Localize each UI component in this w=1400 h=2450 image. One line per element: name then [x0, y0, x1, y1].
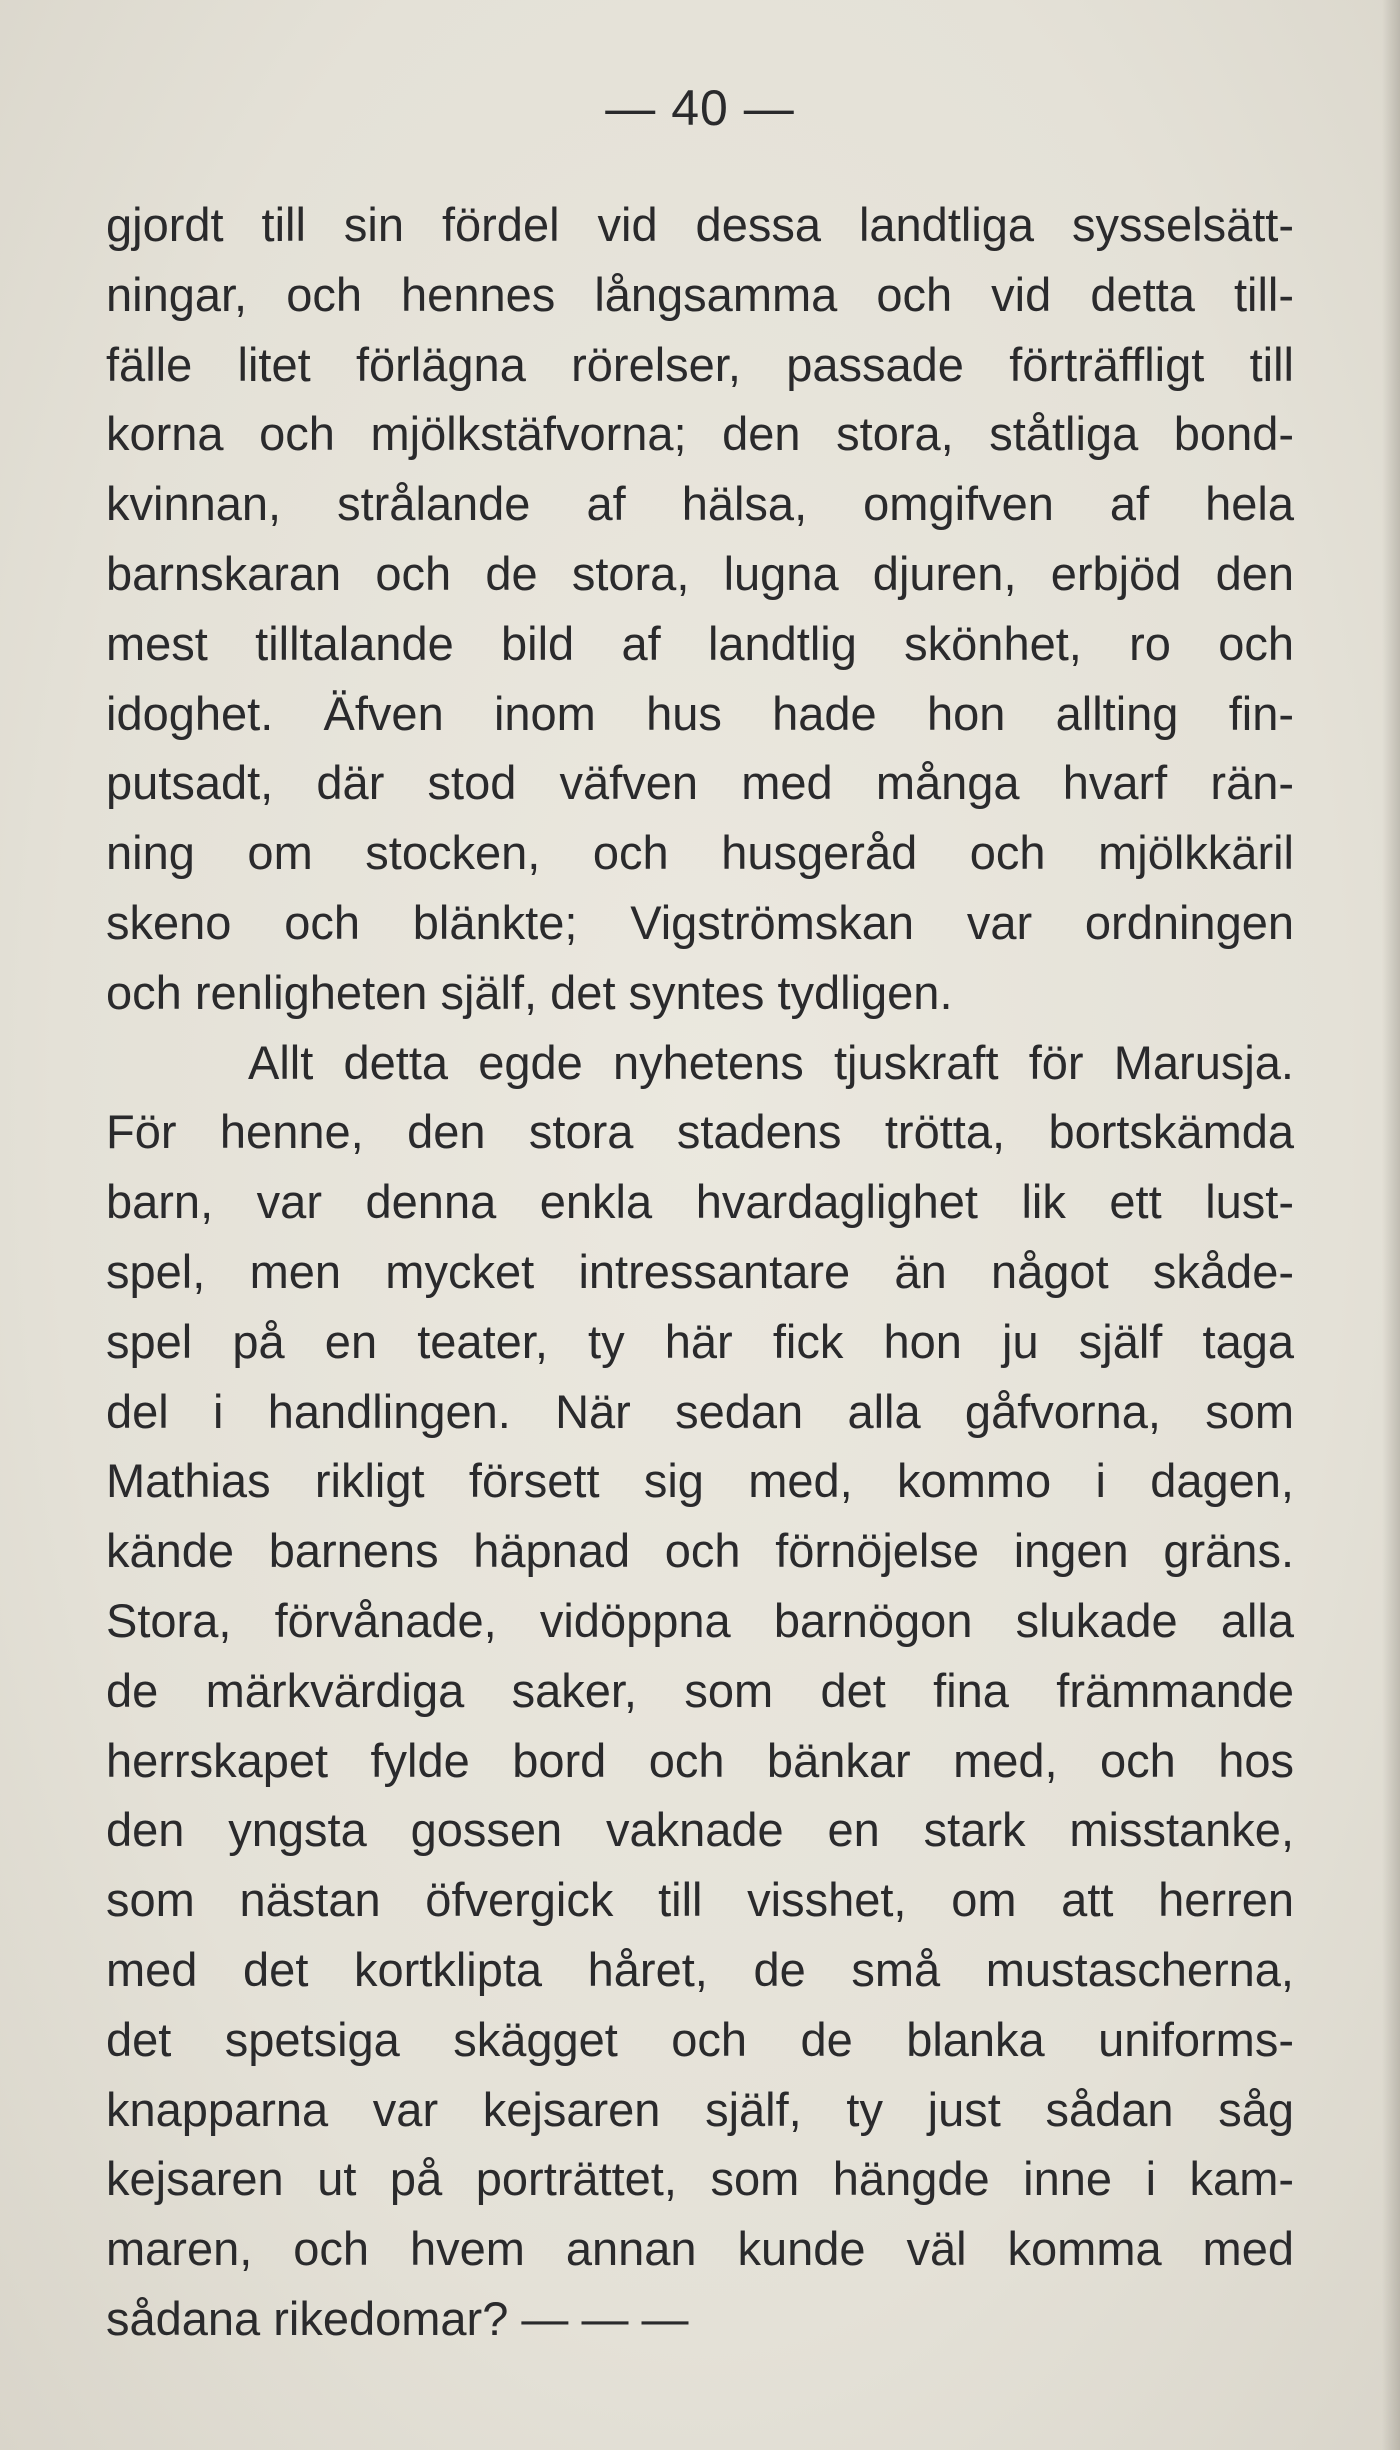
text-line-21: Stora, förvånade, vidöppna barnögon slukade alla	[106, 1593, 1294, 1647]
text-line-27: det spetsiga skägget och de blanka uniforms-	[106, 2012, 1294, 2066]
text-line-23: herrskapet fylde bord och bänkar med, och hos	[106, 1733, 1294, 1787]
page-edge-shadow	[1382, 0, 1400, 2450]
text-line-29: kejsaren ut på porträttet, som hängde inne i kam-	[106, 2152, 1294, 2206]
text-line-10: ning om stocken, och husgeråd och mjölkkäril	[106, 826, 1294, 880]
text-line-26: med det kortklipta håret, de små mustascherna,	[106, 1942, 1294, 1996]
text-line-8: idoghet. Äfven inom hus hade hon allting fin-	[106, 686, 1294, 740]
text-line-15: barn, var denna enkla hvardaglighet lik ett lust-	[106, 1175, 1294, 1229]
text-line-13: Allt detta egde nyhetens tjuskraft för Marusja.	[248, 1035, 1294, 1089]
text-line-7: mest tilltalande bild af landtlig skönhet, ro och	[106, 616, 1294, 670]
text-line-16: spel, men mycket intressantare än något skåde-	[106, 1244, 1294, 1298]
text-line-2: ningar, och hennes långsamma och vid detta till-	[106, 267, 1294, 321]
text-line-6: barnskaran och de stora, lugna djuren, erbjöd den	[106, 546, 1294, 600]
text-line-14: För henne, den stora stadens trötta, bortskämda	[106, 1105, 1294, 1159]
text-line-31: sådana rikedomar? — — —	[106, 2291, 689, 2345]
text-line-5: kvinnan, strålande af hälsa, omgifven af hela	[106, 477, 1294, 531]
text-line-4: korna och mjölkstäfvorna; den stora, ståtliga bond-	[106, 407, 1294, 461]
text-line-20: kände barnens häpnad och förnöjelse ingen gräns.	[106, 1524, 1294, 1578]
text-line-9: putsadt, där stod väfven med många hvarf rän-	[106, 756, 1294, 810]
text-line-12: och renligheten själf, det syntes tydligen.	[106, 965, 953, 1019]
text-line-30: maren, och hvem annan kunde väl komma med	[106, 2222, 1294, 2276]
text-line-3: fälle litet förlägna rörelser, passade förträffligt till	[106, 337, 1294, 391]
text-line-17: spel på en teater, ty här fick hon ju själf taga	[106, 1314, 1294, 1368]
page-number: — 40 —	[605, 80, 795, 136]
text-line-22: de märkvärdiga saker, som det fina främmande	[106, 1663, 1294, 1717]
text-line-28: knapparna var kejsaren själf, ty just sådan såg	[106, 2082, 1294, 2136]
text-line-19: Mathias rikligt försett sig med, kommo i dagen,	[106, 1454, 1294, 1508]
body-text	[106, 190, 1294, 2354]
text-line-24: den yngsta gossen vaknade en stark misstanke,	[106, 1803, 1294, 1857]
text-line-11: skeno och blänkte; Vigströmskan var ordningen	[106, 895, 1294, 949]
text-line-25: som nästan öfvergick till visshet, om att herren	[106, 1873, 1294, 1927]
text-line-1: gjordt till sin fördel vid dessa landtliga sysselsätt-	[106, 198, 1294, 251]
text-line-18: del i handlingen. När sedan alla gåfvorna, som	[106, 1384, 1294, 1438]
